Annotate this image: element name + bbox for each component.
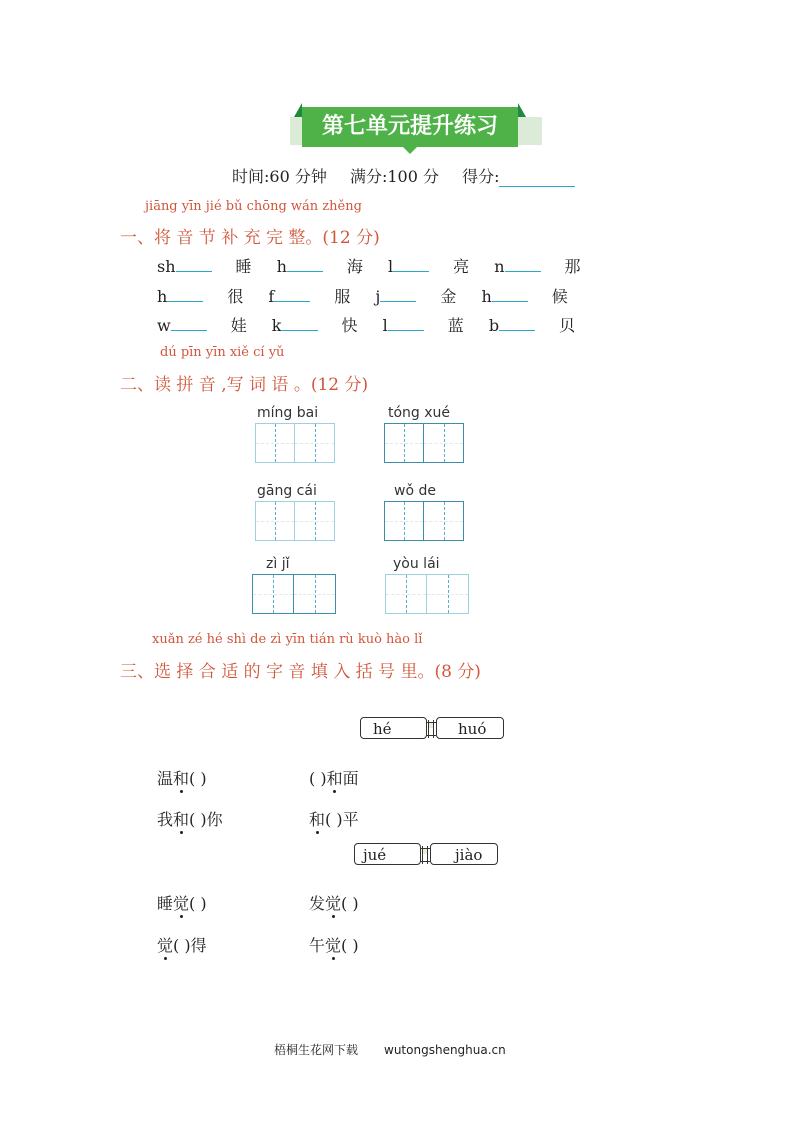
pinyin-option-jiao: jiào [430,843,498,865]
full-score: 满分:100 分 [349,167,439,186]
dotted-char: 和 [173,769,190,788]
writing-box-5 [252,556,336,616]
pill-connector [426,722,436,736]
section2-heading: 二、读 拼 音 ,写 词 语 。(12 分) [120,375,369,395]
word-pinyin: wǒ de [394,483,436,499]
pinyin-option-huo: huó [436,717,504,739]
hanzi: 服 [334,287,351,306]
suffix: 面 [342,769,359,788]
banner-pointer [403,147,417,154]
tianzige-grid[interactable] [255,423,335,463]
score-input-line[interactable] [499,170,575,187]
fill-blank[interactable] [176,257,212,272]
question-item [309,933,359,956]
question-item [157,807,223,830]
question-item [157,933,207,956]
answer-parens[interactable]: ( ) [341,894,359,913]
fill-blank[interactable] [167,287,203,302]
section2-pinyin: dú pīn yīn xiě cí yǔ [160,345,285,360]
initial: k [271,316,282,335]
prefix: 发 [309,894,326,913]
section3-pinyin: xuǎn zé hé shì de zì yīn tián rù kuò hào lǐ [152,632,423,647]
question-item [309,891,359,914]
dotted-char: 觉 [325,936,342,955]
section1-row-2 [157,284,588,307]
writing-box-1 [255,405,337,465]
prefix: 睡 [157,894,174,913]
question-item [157,891,207,914]
prefix: 我 [157,810,174,829]
word-pinyin: míng bai [257,405,319,421]
fill-blank[interactable] [505,257,541,272]
word-pinyin: zì jǐ [266,556,290,572]
fill-blank[interactable] [380,287,416,302]
footer-url[interactable]: wutongshenghua.cn [384,1043,506,1057]
fill-blank[interactable] [282,316,318,331]
question-item [157,766,207,789]
word-pinyin: tóng xué [388,405,451,421]
initial: h [481,287,492,306]
hanzi: 蓝 [447,316,464,335]
tianzige-grid[interactable] [384,501,464,541]
title-banner [290,103,542,153]
fill-blank[interactable] [499,316,535,331]
question-item [309,766,359,789]
question-item [309,807,359,830]
score-label: 得分: [462,167,500,186]
section3-heading: 三、选 择 合 适 的 字 音 填 入 括 号 里。(8 分) [120,662,481,682]
tianzige-grid[interactable] [384,423,464,463]
dotted-char: 和 [309,810,326,829]
answer-parens[interactable]: ( )平 [325,810,359,829]
tianzige-grid[interactable] [252,574,336,614]
initial: n [494,257,505,276]
writing-box-6 [385,556,469,616]
tianzige-grid[interactable] [255,501,335,541]
answer-parens[interactable]: ( )你 [189,810,223,829]
hanzi: 金 [440,287,457,306]
hanzi: 娃 [230,316,247,335]
fill-blank[interactable] [287,257,323,272]
initial: l [382,316,388,335]
answer-parens[interactable]: ( )得 [173,936,207,955]
dotted-char: 觉 [157,936,174,955]
hanzi: 海 [346,257,363,276]
answer-parens[interactable]: ( ) [309,769,327,788]
banner-fold-left [294,103,302,117]
page-title: 第七单元提升练习 [302,107,518,147]
fill-blank[interactable] [393,257,429,272]
hanzi: 快 [341,316,358,335]
dotted-char: 和 [326,769,343,788]
pinyin-option-jue: jué [354,843,421,865]
answer-parens[interactable]: ( ) [341,936,359,955]
hanzi: 候 [551,287,568,306]
banner-fold-right [518,103,526,117]
time-limit: 时间:60 分钟 [232,167,327,186]
section1-heading: 一、将 音 节 补 充 完 整。(12 分) [120,228,380,248]
answer-parens[interactable]: ( ) [189,769,207,788]
initial: j [375,287,381,306]
initial: b [488,316,500,335]
prefix: 午 [309,936,326,955]
hanzi: 那 [564,257,581,276]
footer-site-name: 梧桐生花网下载 [274,1043,359,1057]
hanzi: 亮 [453,257,470,276]
section1-row-3 [157,313,595,336]
writing-box-4 [384,483,466,543]
hanzi: 贝 [559,316,576,335]
dotted-char: 觉 [173,894,190,913]
tianzige-grid[interactable] [385,574,469,614]
word-pinyin: yòu lái [393,556,440,572]
footer [274,1041,506,1058]
initial: f [268,287,275,306]
initial: w [157,316,171,335]
exam-meta [232,164,593,187]
section1-row-1 [157,254,601,277]
initial: l [388,257,394,276]
pill-connector [420,848,430,862]
writing-box-2 [384,405,466,465]
answer-parens[interactable]: ( ) [189,894,207,913]
writing-box-3 [255,483,337,543]
fill-blank[interactable] [274,287,310,302]
fill-blank[interactable] [388,316,424,331]
pinyin-option-he: hé [360,717,427,739]
fill-blank[interactable] [171,316,207,331]
hanzi: 很 [227,287,244,306]
initial: sh [157,257,176,276]
hanzi: 睡 [235,257,252,276]
fill-blank[interactable] [492,287,528,302]
prefix: 温 [157,769,174,788]
initial: h [157,287,168,306]
initial: h [276,257,287,276]
word-pinyin: gāng cái [257,483,317,499]
dotted-char: 觉 [325,894,342,913]
dotted-char: 和 [173,810,190,829]
section1-pinyin: jiāng yīn jié bǔ chōng wán zhěng [145,199,362,214]
